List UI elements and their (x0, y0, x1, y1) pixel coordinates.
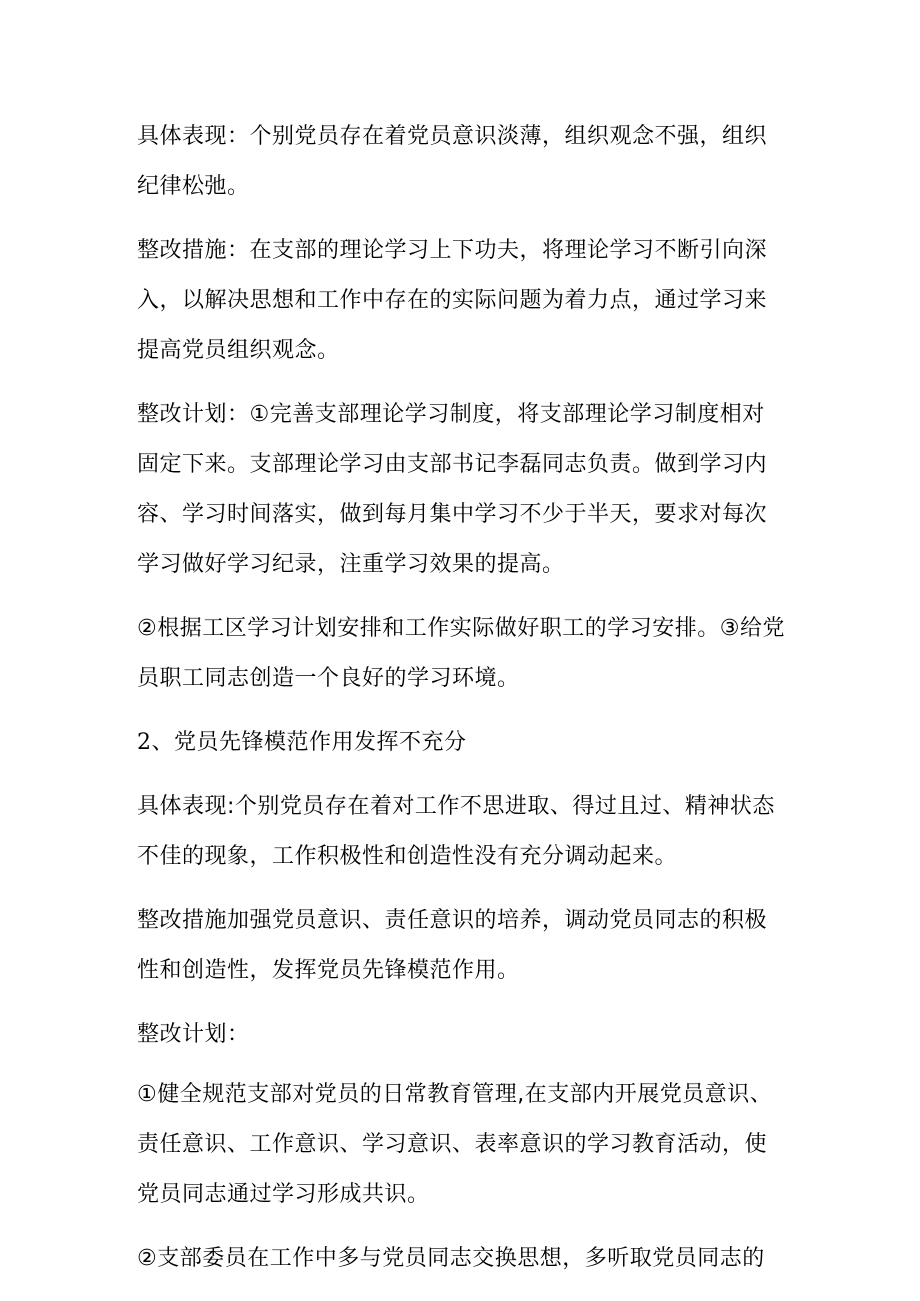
paragraph-performance-2: 具体表现:个别党员存在着对工作不思进取、得过且过、精神状态不佳的现象，工作积极性和创造性没有充分调动起来。 (137, 794, 775, 869)
paragraph-measures-2: 整改措施加强党员意识、责任意识的培养，调动党员同志的积极性和创造性，发挥党员先锋模范作用。 (137, 908, 768, 983)
document-body (137, 112, 787, 1298)
paragraph-plan-2-label: 整改计划： (137, 1022, 250, 1047)
paragraph-plan-1: 整改计划：①完善支部理论学习制度，将支部理论学习制度相对固定下来。支部理论学习由支部书记李磊同志负责。做到学习内容、学习时间落实，做到每月集中学习不少于半天，要求对每次学习做好学习纪录，注重学习效果的提高。 (137, 402, 768, 577)
paragraph-measures-1: 整改措施：在支部的理论学习上下功夫，将理论学习不断引向深入，以解决思想和工作中存在的实际问题为着力点，通过学习来提高党员组织观念。 (137, 238, 768, 363)
paragraph-plan-2-item-2: ②支部委员在工作中多与党员同志交换思想，多听取党员同志的 (137, 1246, 765, 1271)
paragraph-performance-1: 具体表现：个别党员存在着党员意识淡薄，组织观念不强，组织纪律松弛。 (137, 124, 768, 199)
paragraph-plan-2-item-1: ①健全规范支部对党员的日常教育管理,在支部内开展党员意识、责任意识、工作意识、学习意识、表率意识的学习教育活动，使党员同志通过学习形成共识。 (137, 1082, 773, 1207)
section-heading-2: 2、党员先锋模范作用发挥不充分 (137, 730, 467, 755)
paragraph-plan-1-continued: ②根据工区学习计划安排和工作实际做好职工的学习安排。③给党员职工同志创造一个良好的学习环境。 (137, 616, 785, 691)
